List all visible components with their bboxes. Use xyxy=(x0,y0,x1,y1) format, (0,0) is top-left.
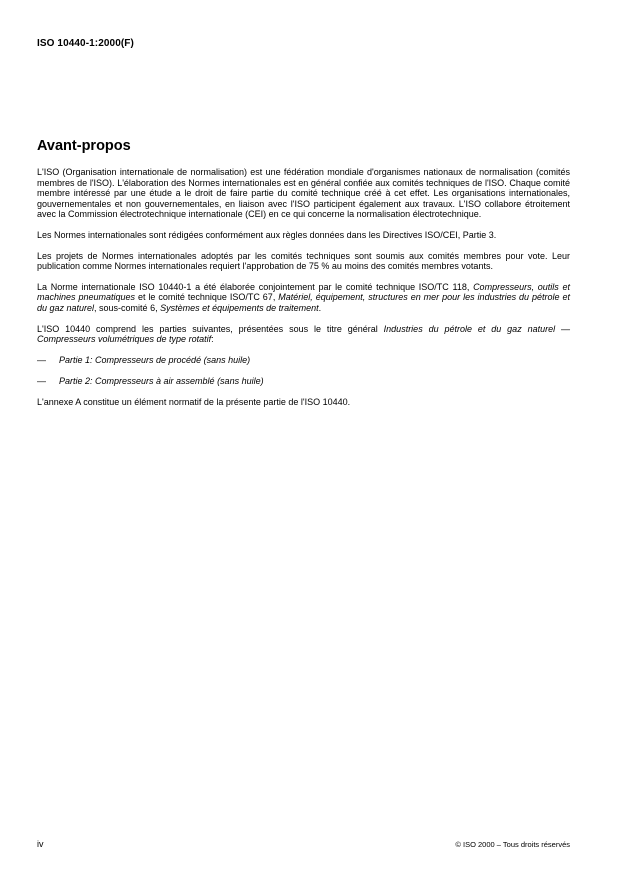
list-dash: — xyxy=(37,375,46,386)
committee-text-4: . xyxy=(318,302,322,313)
list-dash: — xyxy=(37,354,46,365)
paragraph-parts-intro xyxy=(37,324,570,345)
list-item-text: Partie 1: Compresseurs de procédé (sans huile) xyxy=(59,354,251,365)
paragraph-directives: Les Normes internationales sont rédigées conformément aux règles données dans les Directives ISO/CEI, Partie 3. xyxy=(37,229,497,240)
committee-text-3: , sous-comité 6, xyxy=(94,302,161,313)
paragraph-annex: L'annexe A constitue un élément normatif de la présente partie de l'ISO 10440. xyxy=(37,397,351,408)
paragraph-iso-organisation: L'ISO (Organisation internationale de normalisation) est une fédération mondiale d'organismes nationaux de normalisation (comités membres de l'ISO). L'élaboration des Normes internationales est en général confiée aux comités techniques de l'ISO. Chaque comité membre intéressé par une étude a le droit de faire partie du comité technique créé à cet effet. Les organisations internationales, gouvernementales et non gouvernementales, en liaison avec l'ISO participent également aux travaux. L'ISO collabore étroitement avec la Commission électrotechnique internationale (CEI) en ce qui concerne la normalisation électrotechnique. xyxy=(37,167,570,220)
subcommittee-name: Systèmes et équipements de traitement xyxy=(160,302,319,313)
committee-name-tc67: Matériel, équipement, structures en mer pour les industries du pétrole et du gaz naturel xyxy=(37,292,570,313)
document-id-header: ISO 10440-1:2000(F) xyxy=(37,38,134,49)
copyright-notice: © ISO 2000 – Tous droits réservés xyxy=(455,840,570,849)
list-item xyxy=(37,355,570,366)
foreword-section xyxy=(37,138,570,418)
list-item-text: Partie 2: Compresseurs à air assemblé (sans huile) xyxy=(59,375,264,386)
committee-name-tc118: Compresseurs, outils et machines pneumatiques xyxy=(37,281,570,303)
parts-intro-text: L'ISO 10440 comprend les parties suivantes, présentées sous le titre général xyxy=(37,323,384,334)
paragraph-committees xyxy=(37,282,570,314)
list-item xyxy=(37,376,570,387)
committee-text-1: La Norme internationale ISO 10440-1 a été élaborée conjointement par le comité technique ISO/TC 118, xyxy=(37,281,474,292)
general-title: Industries du pétrole et du gaz naturel — Compresseurs volumétriques de type rotatif xyxy=(37,323,570,345)
paragraph-voting: Les projets de Normes internationales adoptés par les comités techniques sont soumis aux comités membres pour vote. Leur publication comme Normes internationales requiert l'approbation de 75 % au moins des comités membres votants. xyxy=(37,250,570,272)
parts-intro-colon: : xyxy=(211,334,214,345)
committee-text-2: et le comité technique ISO/TC 67, xyxy=(135,292,279,303)
page-number: iv xyxy=(37,839,44,849)
section-title: Avant-propos xyxy=(37,138,131,154)
